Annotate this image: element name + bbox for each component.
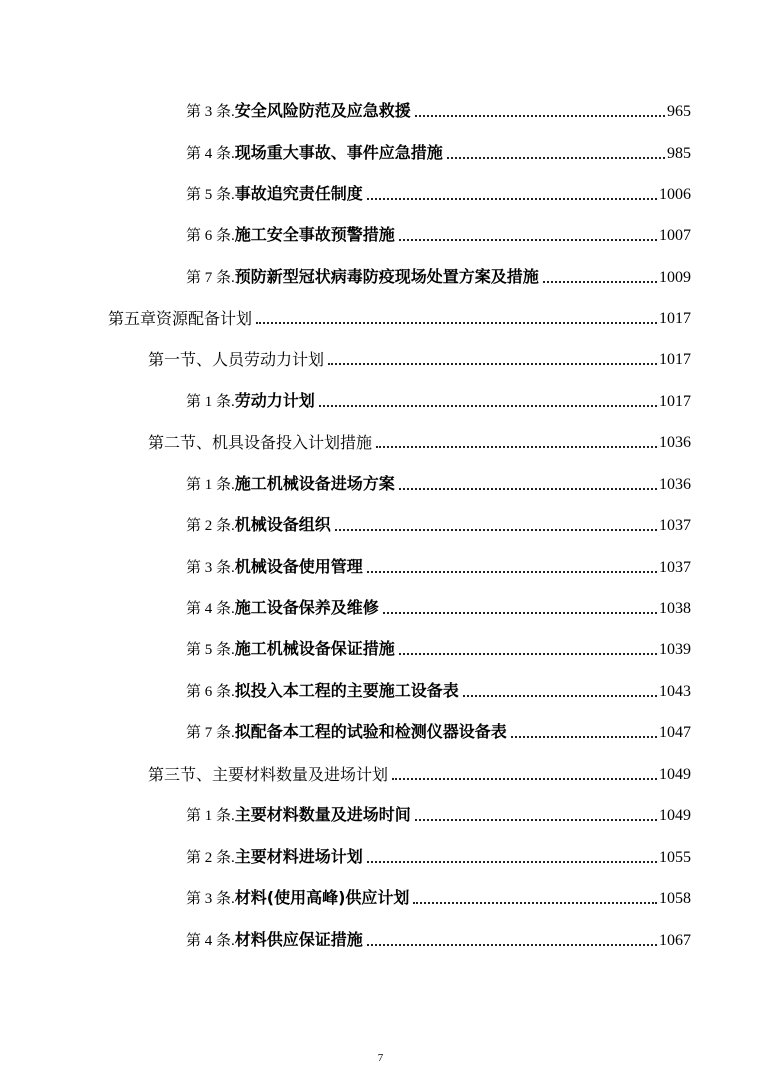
toc-entry-page: 1067 (659, 932, 691, 949)
toc-entry-title: 材料供应保证措施 (234, 930, 363, 949)
toc-entry-title: 人员劳动力计划 (212, 350, 325, 369)
toc-entry-page: 1039 (659, 641, 691, 658)
toc-entry-number: 第 2 条. (186, 850, 235, 866)
toc-entry-label (186, 888, 411, 909)
toc-entry-title: 事故追究责任制度 (234, 184, 363, 203)
toc-entry-number: 第三节、 (148, 765, 213, 784)
toc-entry-title: 施工设备保养及维修 (234, 598, 379, 617)
toc-chapter[interactable] (108, 305, 691, 329)
toc-entry-title: 现场重大事故、事件应急措施 (234, 143, 443, 162)
toc-entry-page: 1017 (659, 310, 691, 327)
toc-entry-page: 1049 (659, 807, 691, 824)
toc-entry-label (186, 225, 397, 246)
toc-entry-title: 施工安全事故预警措施 (234, 225, 395, 244)
dot-leader (392, 777, 657, 780)
toc-entry-page: 1036 (659, 434, 691, 451)
toc-entry[interactable] (186, 512, 691, 536)
toc-entry-title: 施工机械设备进场方案 (234, 474, 395, 493)
toc-entry-number: 第 4 条. (186, 933, 235, 949)
dot-leader (367, 860, 657, 863)
toc-entry-page: 1047 (659, 724, 691, 741)
toc-entry-number: 第 2 条. (186, 518, 235, 534)
toc-entry-number: 第 3 条. (186, 104, 235, 120)
toc-entry-title: 机械设备组织 (234, 515, 331, 534)
toc-entry[interactable] (186, 927, 691, 951)
dot-leader (399, 238, 657, 241)
dot-leader (399, 652, 657, 655)
dot-leader (335, 528, 657, 531)
toc-entry-page: 1055 (659, 849, 691, 866)
toc-entry-title: 主要材料数量及进场计划 (212, 765, 389, 784)
toc-entry-title: 主要材料进场计划 (234, 847, 363, 866)
toc-entry-label (186, 722, 509, 743)
toc-entry[interactable] (186, 222, 691, 246)
dot-leader (256, 321, 657, 324)
toc-entry[interactable] (186, 98, 691, 122)
toc-entry-title: 拟配备本工程的试验和检测仪器设备表 (234, 722, 507, 741)
toc-entry-number: 第 3 条. (186, 560, 235, 576)
toc-entry-title: 预防新型冠状病毒防疫现场处置方案及措施 (234, 267, 539, 286)
toc-entry-title: 主要材料数量及进场时间 (234, 805, 411, 824)
toc-entry[interactable] (186, 595, 691, 619)
toc-entry-label (186, 267, 541, 288)
toc-entry[interactable] (186, 636, 691, 660)
dot-leader (376, 445, 657, 448)
toc-entry-label (186, 515, 333, 536)
dot-leader (413, 901, 657, 904)
toc-entry-label (186, 143, 445, 164)
dot-leader (415, 818, 657, 821)
toc-entry-number: 第 7 条. (186, 725, 235, 741)
toc-entry-label (186, 639, 397, 660)
toc-entry-label (108, 309, 254, 329)
toc-entry-page: 985 (667, 145, 691, 162)
toc-entry-title: 机械设备使用管理 (234, 557, 363, 576)
toc-entry-number: 第一节、 (148, 350, 213, 369)
toc-entry-label (186, 805, 413, 826)
toc-entry-page: 1006 (659, 186, 691, 203)
toc-entry-label (148, 433, 374, 453)
toc-entry-page: 1049 (659, 766, 691, 783)
toc-entry-page: 1017 (659, 393, 691, 410)
toc-entry-number: 第 1 条. (186, 394, 235, 410)
toc-entry-title: 材料(使用高峰)供应计划 (234, 888, 410, 907)
dot-leader (463, 694, 657, 697)
toc-entry-number: 第 3 条. (186, 891, 235, 907)
dot-leader (367, 570, 657, 573)
toc-entry-label (186, 474, 397, 495)
toc-entry-title: 安全风险防范及应急救援 (234, 101, 411, 120)
toc-entry-number: 第 4 条. (186, 601, 235, 617)
toc-entry-number: 第 1 条. (186, 477, 235, 493)
toc-entry-number: 第 1 条. (186, 808, 235, 824)
toc-section[interactable] (148, 346, 691, 370)
toc-entry[interactable] (186, 140, 691, 164)
toc-entry-label (186, 681, 461, 702)
toc-entry[interactable] (186, 388, 691, 412)
toc-entry-label (186, 101, 413, 122)
toc-entry-number: 第 6 条. (186, 228, 235, 244)
toc-entry-label (148, 765, 390, 785)
dot-leader (447, 156, 665, 159)
toc-entry-label (186, 184, 365, 205)
toc-entry[interactable] (186, 181, 691, 205)
toc-entry-title: 施工机械设备保证措施 (234, 639, 395, 658)
dot-leader (399, 487, 657, 490)
toc-entry-label (186, 930, 365, 951)
toc-entry-title: 劳动力计划 (234, 391, 315, 410)
dot-leader (511, 735, 657, 738)
toc-entry[interactable] (186, 844, 691, 868)
toc-entry-label (148, 350, 326, 370)
toc-entry-page: 965 (667, 103, 691, 120)
dot-leader (367, 197, 657, 200)
toc-entry-number: 第 4 条. (186, 146, 235, 162)
toc-entry[interactable] (186, 264, 691, 288)
dot-leader (415, 114, 665, 117)
toc-entry-page: 1037 (659, 517, 691, 534)
toc-entry-number: 第二节、 (148, 433, 213, 452)
toc-entry-page: 1038 (659, 600, 691, 617)
toc-entry-number: 第五章 (108, 309, 157, 328)
dot-leader (319, 404, 657, 407)
dot-leader (328, 362, 657, 365)
toc-entry[interactable] (186, 471, 691, 495)
toc-entry[interactable] (186, 719, 691, 743)
toc-entry[interactable] (186, 678, 691, 702)
toc-entry-page: 1036 (659, 476, 691, 493)
dot-leader (383, 611, 657, 614)
toc-entry-page: 1017 (659, 351, 691, 368)
toc-entry-number: 第 7 条. (186, 270, 235, 286)
dot-leader (543, 280, 657, 283)
toc-entry-label (186, 391, 317, 412)
toc-entry-page: 1009 (659, 269, 691, 286)
toc-entry[interactable] (186, 885, 691, 909)
toc-entry-number: 第 5 条. (186, 187, 235, 203)
toc-entry-title: 资源配备计划 (156, 309, 253, 328)
toc-entry-page: 1058 (659, 890, 691, 907)
toc-entry-number: 第 6 条. (186, 684, 235, 700)
toc-entry-label (186, 598, 381, 619)
page-number: 7 (377, 1052, 384, 1064)
toc-entry-label (186, 557, 365, 578)
toc-entry[interactable] (186, 802, 691, 826)
toc-entry-title: 拟投入本工程的主要施工设备表 (234, 681, 459, 700)
dot-leader (367, 943, 657, 946)
toc-entry-label (186, 847, 365, 868)
toc-entry[interactable] (186, 554, 691, 578)
toc-entry-page: 1007 (659, 227, 691, 244)
toc-entry-page: 1043 (659, 683, 691, 700)
toc-entry-number: 第 5 条. (186, 642, 235, 658)
toc-section[interactable] (148, 761, 691, 785)
toc-entry-page: 1037 (659, 559, 691, 576)
toc-section[interactable] (148, 429, 691, 453)
toc-entry-title: 机具设备投入计划措施 (212, 433, 373, 452)
